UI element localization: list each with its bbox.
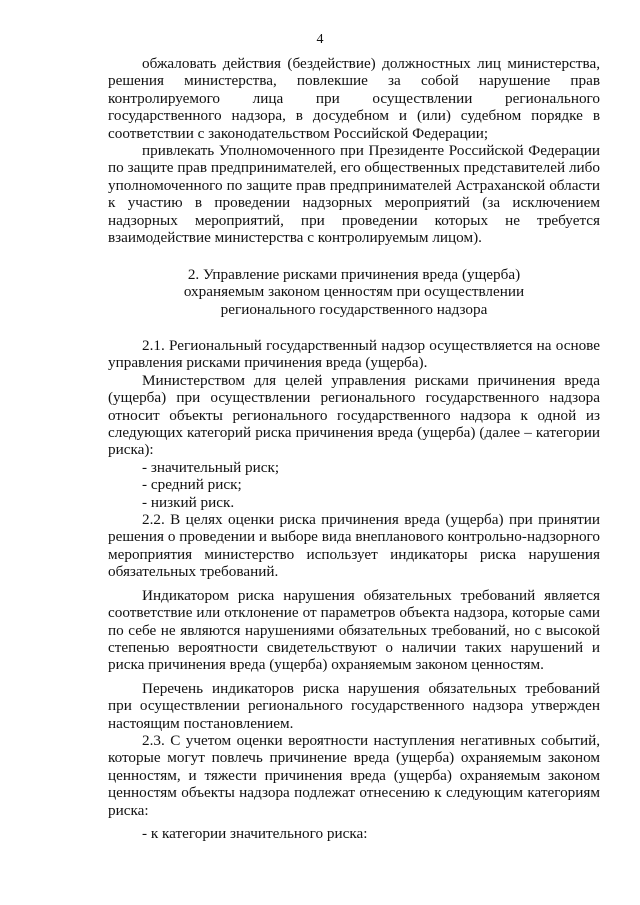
paragraph-2-2: 2.2. В целях оценки риска причинения вреда (ущерба) при принятии решения о проведении и выборе вида внепланового контрольно-надзорного мероприятия министерство использует индикаторы риска нарушения обязательных требований. — [108, 511, 600, 581]
section-body — [108, 337, 600, 842]
paragraph-indicator-list: Перечень индикаторов риска нарушения обязательных требований при осуществлении регионального государственного надзора утвержден настоящим постановлением. — [108, 679, 600, 732]
section-heading-line-1: 2. Управление рисками причинения вреда (ущерба) — [187, 266, 521, 283]
list-item-significant-risk: - значительный риск; — [142, 458, 280, 476]
paragraph-appeal-rights: обжаловать действия (бездействие) должностных лиц министерства, решения министерства, повлекшие за собой нарушение прав контролируемого лица при осуществлении регионального государственного надзора, в досудебном и (или) судебном порядке в соответствии с законодательством Российской Федерации; — [108, 55, 600, 142]
paragraph-ombudsman: привлекать Уполномоченного при Президенте Российской Федерации по защите прав предпринимателей, его общественных представителей либо уполномоченного по защите прав предпринимателей Астраханской области к участию в проведении надзорных мероприятий (за исключением надзорных мероприятий, при проведении которых не требуется взаимодействие министерства с контролируемым лицом). — [108, 142, 600, 247]
list-item-significant-risk-category: - к категории значительного риска: — [142, 824, 368, 842]
page-body — [108, 55, 600, 246]
list-item-low-risk: - низкий риск. — [142, 493, 235, 511]
section-heading-line-3: регионального государственного надзора — [220, 300, 488, 318]
page-number: 4 — [316, 32, 324, 47]
paragraph-2-1: 2.1. Региональный государственный надзор осуществляется на основе управления рисками причинения вреда (ущерба). — [108, 337, 600, 372]
section-heading-line-2: охраняемым законом ценностям при осуществлении — [183, 283, 525, 301]
paragraph-risk-categories: Министерством для целей управления рисками причинения вреда (ущерба) при осуществлении регионального государственного надзора относит объекты регионального государственного надзора к одной из следующих категорий риска причинения вреда (ущерба) (далее – категории риска): — [108, 371, 600, 459]
paragraph-risk-indicator: Индикатором риска нарушения обязательных требований является соответствие или отклонение от параметров объекта надзора, которые сами по себе не являются нарушениями обязательных требований, но с высокой степенью вероятности свидетельствуют о наличии таких нарушений и риска причинения вреда (ущерба) охраняемым законом ценностям. — [108, 586, 600, 674]
section-heading — [108, 266, 600, 318]
paragraph-2-3: 2.3. С учетом оценки вероятности наступления негативных событий, которые могут повлечь причинение вреда (ущерба) охраняемым законом ценностям, и тяжести причинения вреда (ущерба) охраняемым законом ценностям объекты надзора подлежат отнесению к следующим категориям риска: — [108, 731, 600, 819]
list-item-medium-risk: - средний риск; — [142, 476, 242, 494]
